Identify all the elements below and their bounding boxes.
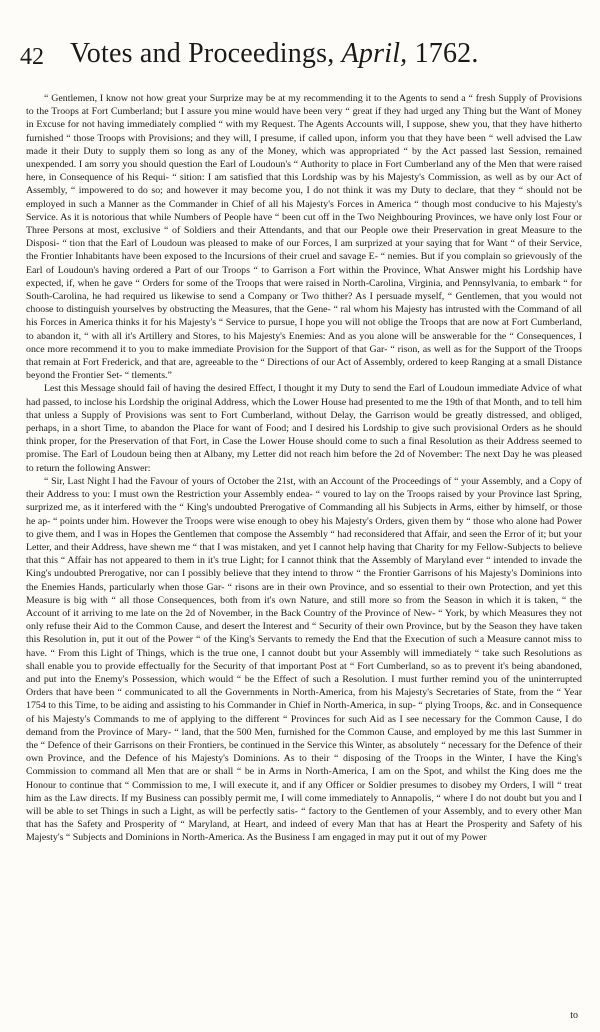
title-main: Votes and Proceedings, — [70, 38, 335, 69]
paragraph-loudoun-letter: “ Sir, Last Night I had the Favour of yours of October the 21st, with an Account of the Proceedings of “ your Assembly, and a Copy of their Address to you: I must own the Restriction your Assembly endea- “ voured to lay on the Troops raised by your Province last Spring, surprized me, as it interfered with the “ King's undoubted Prerogative of Commanding all his Subjects in Arms, either by himself, or those he ap- “ points under him. However the Troops were wise enough to obey his Majesty's Orders, given them by “ those who alone had Power to give them, and I was in Hopes the Gentlemen that compose the Assembly “ had reconsidered that Affair, and seen the Error of it; but your Letter, and their Address, have shewn me “ that I was mistaken, and yet I cannot help having that Charity for my Fellow-Subjects to believe that this “ Affair has not appeared to them in it's true Light; for I cannot think that the Assembly of Maryland ever “ intended to invade the King's undoubted Prerogative, nor can I possibly believe that they intend to throw “ the Frontier Garrisons of his Majesty's Dominions into the Enemies Hands, particularly when those Gar- “ risons are in their own Province, and so essential to their own Protection, and yet this Measure is big with “ all those Consequences, both from it's own Nature, and still more so from the Season in which it is taken, “ the Account of it arriving to me late on the 2d of November, in the Back Country of the Province of New- “ York, by which Measures they not only refuse their Aid to the Common Cause, and desert the Interest and “ Security of their own Province, but by the Season they have taken this Resolution in, put it out of the Power “ of the King's Servants to remedy the End that the Execution of such a Measure cannot miss to have. “ From this Light of Things, which is the true one, I cannot doubt but your Assembly will immediately “ take such Resolutions as shall enable you to provide effectually for the Security of that important Post at “ Fort Cumberland, so as to prevent it's being abandoned, and put into the Enemy's Possession, which would “ be the Effect of such a Resolution. I must further remind you of the uninterrupted Orders that have been “ communicated to all the Governments in North-America, from his Majesty's Secretaries of State, from the “ Year 1754 to this Time, to be aiding and assisting to his Commander in Chief in North-America, in sup- “ plying Troops, &c. and in Consequence of his Majesty's Commands to me of applying to the different “ Provinces for such Aid as I see necessary for the Common Cause, I do demand from the Province of Mary- “ land, that the 500 Men, furnished for the Common Cause, and employed by me this last Summer in the “ Defence of their Garrisons on their Frontiers, be continued in the Service this Winter, as absolutely “ necessary for the Defence of their own Province, and the Defence of his Majesty's Dominions. As to their “ disposing of the Troops in the Winter, I have the King's Commission to command all Men that are or shall “ be in Arms in North-America, I am on the Spot, and whilst the King does me the Honour to continue that “ Commission to me, I will execute it, and if any Officer or Soldier presumes to disobey my Orders, I will “ treat him as the Law directs. If my Business can possibly permit me, I will come immediately to Annapolis, “ where I do not doubt but you and I will be able to set Things in such a Light, as will be perfectly satis- “ factory to the Gentlemen of your Assembly, and to every other Man that has the Safety and Prosperity of “ Maryland, at Heart, and indeed of every Man that has at Heart the Prosperity and Safety of his Majesty's “ Subjects and Dominions in North-America. As the Business I am engaged in may put it out of my Power — [26, 475, 582, 844]
paragraph-narrative: Lest this Message should fail of having the desired Effect, I thought it my Duty to send the Earl of Loudoun immediate Advice of what had passed, to inclose his Lordship the original Address, which the Lower House had presented to me the 19th of that Month, and to tell him that unless a Supply of Provisions was sent to Fort Cumberland, without Delay, the Garrison would be greatly distressed, and obliged, perhaps, in a short Time, to abandon the Place for want of Food; and I desired his Lordship to give such provisional Orders as he should think proper, for the Preservation of that Fort, in Case the Lower House should come to such a final Resolution as their Address seemed to promise. The Earl of Loudoun being then at Albany, my Letter did not reach him before the 2d of November: The next Day he was pleased to return the following Answer: — [26, 383, 582, 474]
page-header — [20, 38, 580, 78]
running-title — [70, 38, 479, 70]
catchword: to — [570, 1010, 578, 1021]
title-year: 1762. — [414, 38, 479, 69]
page-number: 42 — [20, 44, 44, 70]
title-month: April, — [341, 38, 408, 69]
paragraph-governor-message: “ Gentlemen, I know not how great your Surprize may be at my recommending it to the Agents to send a “ fresh Supply of Provisions to the Troops at Fort Cumberland; but I assure you mine would have been very “ great if they had urged any Thing but the Want of Money in Excuse for not having immediately complied “ with my Request. The Agents Accounts will, I suppose, shew you, that they have hitherto furnished “ those Troops with Provisions; and they will, I presume, if called upon, inform you that they have been “ well advised the Law made it their Duty to supply them so long as any of the Money, which was appropriated “ by the Act passed last Session, remained unexpended. I am sorry you should question the Earl of Loudoun's “ Authority to place in Fort Cumberland any of the Men that were raised here, in Consequence of his Requi- “ sition: I am satisfied that this Lordship was by his Majesty's Commission, as well as by our Act of Assembly, “ impowered to do so; and however it may become you, I do not think it was my Duty to declare, that they “ should not be employed in such a Manner as the Commander in Chief of all his Majesty's Forces in America “ though most conducive to his Majesty's Service. As it is notorious that while Numbers of People have “ been cut off in the Two Neighbouring Provinces, we have only lost Four or Three Persons at most, exclusive “ of Soldiers and their Attendants, and that our People owe their Preservation in great Measure to the Disposi- “ tion that the Earl of Loudoun was pleased to make of our Forces, I am surprized at your saying that for Want “ of their Service, the Frontier Inhabitants have been exposed to the Incursions of their cruel and savage E- “ nemies. But if you complain so grievously of the Earl of Loudoun's having ordered a Part of our Troops “ to Garrison a Fort within the Province, What Answer might his Lordship have expected, if, when he gave “ Orders for some of the Troops that were raised in North-Carolina, Virginia, and Pennsylvania, to embark “ for South-Carolina, he had required us likewise to send a Company or Two thither? As I persuade myself, “ Gentlemen, that you would not choose to distinguish yourselves by obstructing the Measures, that the Gene- “ ral whom his Majesty has intrusted with the Command of all his Forces in America thinks it for his Majesty's “ Service to pursue, I hope you will not oblige the Troops that are now at Fort Cumberland, to abandon it, “ with all it's Artillery and Stores, to his Majesty's Enemies: And as you alone will be answerable for the “ Consequences, I once more recommend it to you to make immediate Provision for the Support of that Gar- “ rison, as well as for the Support of the Troops that remain at Fort Frederick, and that are, agreeable to the “ Directions of our Act of Assembly, ordered to keep Ranging at a small Distance beyond the Frontier Set- “ tlements.” — [26, 93, 583, 382]
body-text — [26, 92, 582, 845]
